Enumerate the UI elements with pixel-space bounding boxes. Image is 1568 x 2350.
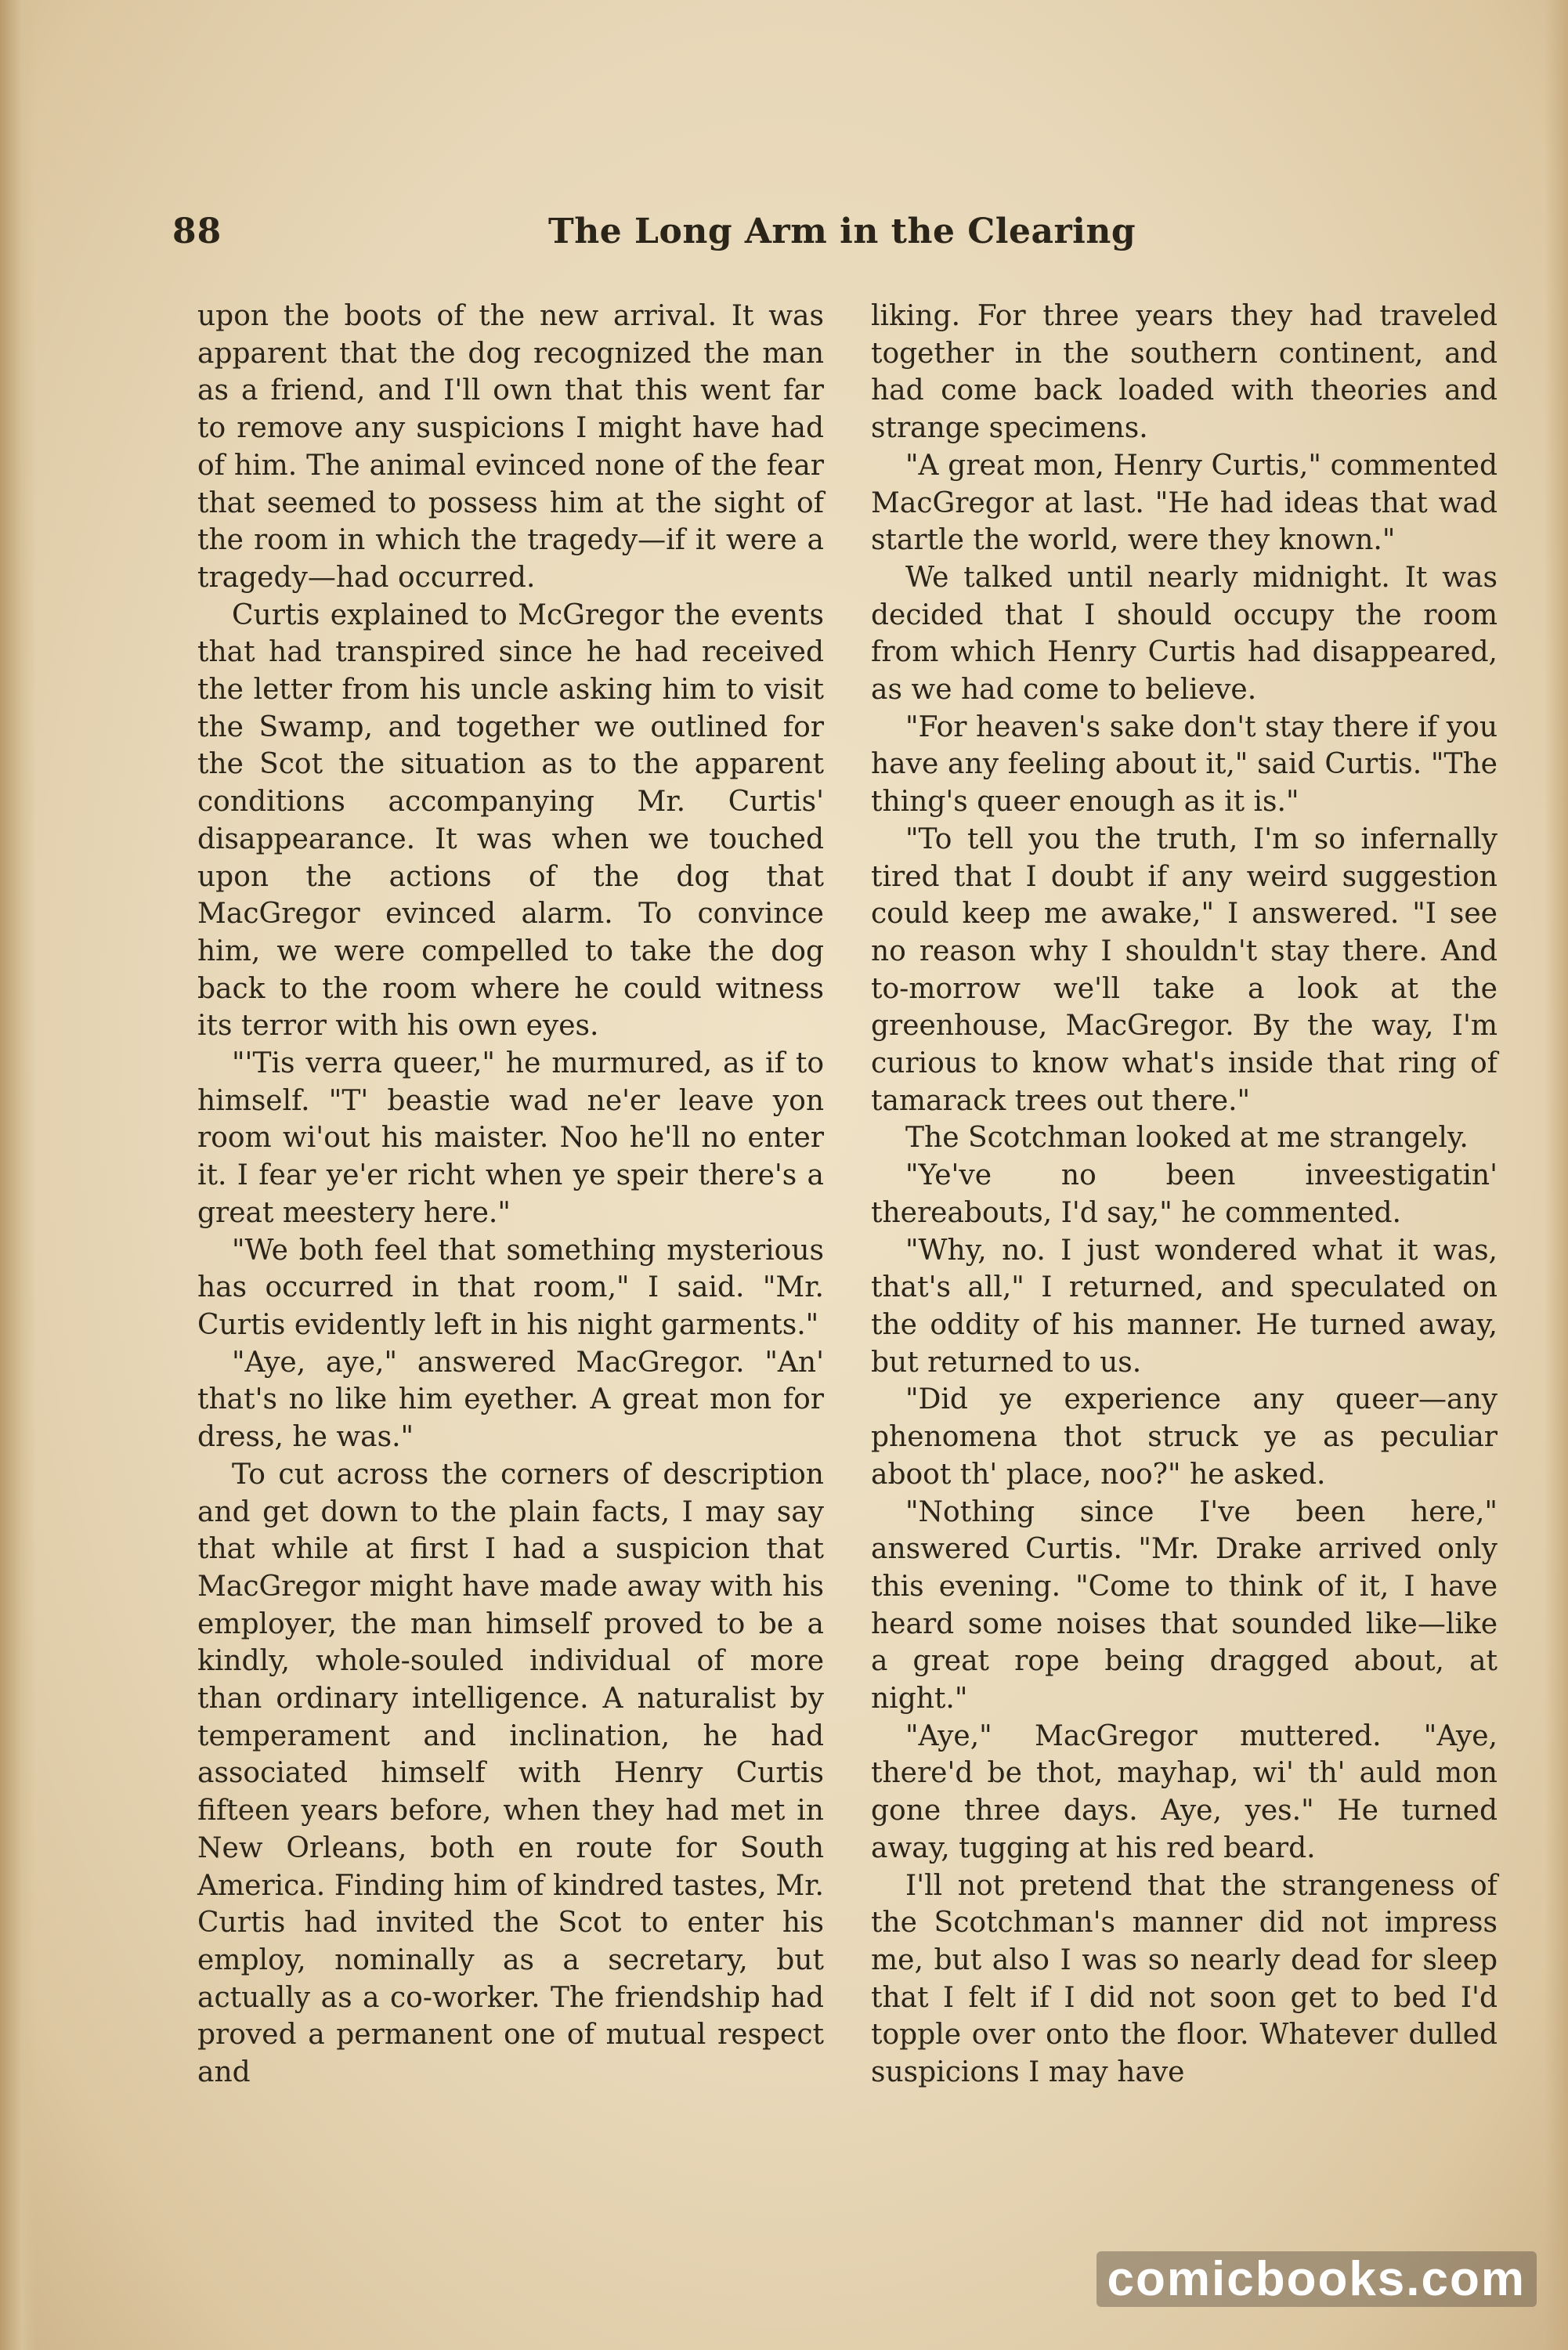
paragraph: upon the boots of the new arrival. It was apparent that the dog recognized the man as a friend, and I'll own that this went far to remove any suspicions I might have had of him. The animal evinced none of the fear that seemed to possess him at the sight of the room in which the tragedy—if it were a tragedy—had occurred.	[197, 300, 824, 594]
left-text-column	[197, 298, 824, 2178]
paragraph: Curtis explained to McGregor the events that had transpired since he had received the letter from his uncle asking him to visit the Swamp, and together we outlined for the Scot the situation as to the apparent conditions accompanying Mr. Curtis' disappearance. It was when we touched upon the actions of the dog that MacGregor evinced alarm. To convince him, we were compelled to take the dog back to the room where he could witness its terror with his own eyes.	[197, 598, 824, 1043]
watermark: comicbooks.com	[1097, 2251, 1537, 2307]
right-text-column	[871, 298, 1498, 2178]
paragraph: "Ye've no been inveestigatin' thereabouts, I'd say," he commented.	[871, 1159, 1498, 1229]
paragraph: We talked until nearly midnight. It was decided that I should occupy the room from which Henry Curtis had disappeared, as we had come to believe.	[871, 561, 1498, 707]
paragraph: "Aye, aye," answered MacGregor. "An' that's no like him eyether. A great mon for dress, he was."	[197, 1346, 824, 1454]
paragraph: To cut across the corners of description and get down to the plain facts, I may say that while at first I had a suspicion that MacGregor might have made away with his employer, the man himself proved to be a kindly, whole-souled individual of more than ordinary intelligence. A naturalist by temperament and inclination, he had associated himself with Henry Curtis fifteen years before, when they had met in New Orleans, both en route for South America. Finding him of kindred tastes, Mr. Curtis had invited the Scot to enter his employ, nominally as a secretary, but actually as a co-worker. The friendship had proved a permanent one of mutual respect and	[197, 1458, 824, 2089]
paragraph: "For heaven's sake don't stay there if you have any feeling about it," said Curtis. "The thing's queer enough as it is."	[871, 710, 1498, 819]
running-title: The Long Arm in the Clearing	[548, 212, 1136, 251]
paragraph: "Why, no. I just wondered what it was, that's all," I returned, and speculated on the oddity of his manner. He turned away, but returned to us.	[871, 1234, 1498, 1379]
paragraph: "To tell you the truth, I'm so infernally tired that I doubt if any weird suggestion could keep me awake," I answered. "I see no reason why I shouldn't stay there. And to-morrow we'll take a look at the greenhouse, MacGregor. By the way, I'm curious to know what's inside that ring of tamarack trees out there."	[871, 822, 1498, 1117]
page-header	[172, 212, 1504, 266]
page-binding-edge	[0, 0, 36, 2350]
paragraph: liking. For three years they had traveled together in the southern continent, and had come back loaded with theories and strange specimens.	[871, 300, 1498, 445]
paragraph: "Nothing since I've been here," answered Curtis. "Mr. Drake arrived only this evening. "Come to think of it, I have heard some noises that sounded like—like a great rope being dragged about, at night."	[871, 1495, 1498, 1716]
page-outer-edge	[1545, 0, 1568, 2350]
paragraph: The Scotchman looked at me strangely.	[905, 1122, 1469, 1155]
paragraph: I'll not pretend that the strangeness of the Scotchman's manner did not impress me, but also I was so nearly dead for sleep that I felt if I did not soon get to bed I'd topple over onto the floor. Whatever dulled suspicions I may have	[871, 1869, 1498, 2089]
paragraph: "A great mon, Henry Curtis," commented MacGregor at last. "He had ideas that wad startle the world, were they known."	[871, 449, 1498, 557]
paragraph: "Aye," MacGregor muttered. "Aye, there'd be thot, mayhap, wi' th' auld mon gone three days. Aye, yes." He turned away, tugging at his red beard.	[871, 1719, 1498, 1864]
paragraph: "Did ye experience any queer—any phenomena thot struck ye as peculiar aboot th' place, noo?" he asked.	[871, 1383, 1498, 1491]
page-number: 88	[172, 212, 222, 251]
paragraph: "We both feel that something mysterious has occurred in that room," I said. "Mr. Curtis evidently left in his night garments."	[197, 1234, 824, 1341]
paragraph: "'Tis verra queer," he murmured, as if to himself. "T' beastie wad ne'er leave yon room wi'out his maister. Noo he'll no enter it. I fear ye'er richt when ye speir there's a great meestery here."	[197, 1047, 824, 1229]
